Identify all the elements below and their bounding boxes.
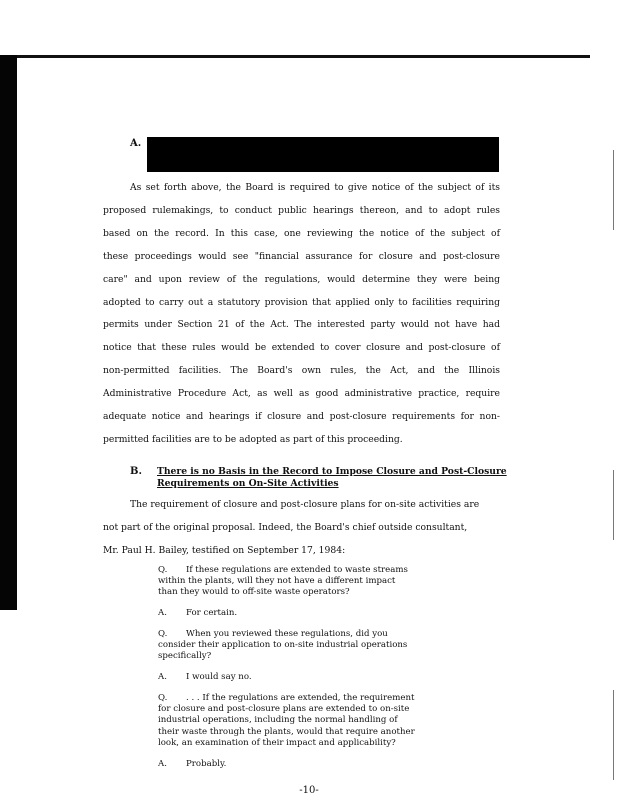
testimony-line: . . . If the regulations are extended, the requirement	[186, 693, 415, 703]
section-b-letter: B.	[130, 466, 142, 477]
scan-edge-bar	[0, 55, 17, 610]
paragraph-line: permitted facilities are to be adopted as part of this proceeding.	[103, 433, 403, 445]
testimony-line: industrial operations, including the normal handling of	[158, 715, 398, 726]
paragraph-line: adopted to carry out a statutory provision that applied only to facilities requiring	[103, 296, 500, 308]
paragraph-line: Mr. Paul H. Bailey, testified on September 17, 1984:	[103, 545, 346, 556]
testimony-line: their waste through the plants, would that require another	[158, 726, 415, 737]
testimony-label: A.	[158, 758, 167, 769]
paragraph-line: proposed rulemakings, to conduct public hearings thereon, and to adopt rules	[103, 204, 500, 216]
testimony-line: within the plants, will they not have a different impact	[158, 576, 396, 587]
section-a-letter: A.	[130, 138, 142, 149]
section-b-heading-line-2: Requirements on On-Site Activities	[157, 478, 339, 489]
paragraph-line: notice that these rules would be extended to cover closure and post-closure of	[103, 342, 500, 354]
testimony-line: for closure and post-closure plans are extended to on-site	[158, 704, 410, 715]
top-rule	[17, 55, 590, 58]
testimony-label: Q.	[158, 565, 168, 575]
scan-margin-mark	[613, 690, 614, 780]
scan-margin-mark	[613, 470, 614, 540]
testimony-label: Q.	[158, 693, 168, 703]
testimony-line: When you reviewed these regulations, did you	[186, 629, 388, 639]
testimony-line: For certain.	[186, 608, 238, 619]
paragraph-line: The requirement of closure and post-closure plans for on-site activities are	[130, 499, 480, 510]
section-b-heading-line-1: There is no Basis in the Record to Impose Closure and Post-Closure	[157, 466, 507, 477]
testimony-line: than they would to off-site waste operators?	[158, 587, 350, 598]
testimony-label: A.	[158, 672, 167, 683]
testimony-label: A.	[158, 608, 167, 619]
testimony-line: consider their application to on-site industrial operations	[158, 640, 408, 651]
paragraph-line: care" and upon review of the regulations, would determine they were being	[103, 273, 500, 285]
page-number: -10-	[299, 785, 319, 796]
paragraph-line: non-permitted facilities. The Board's own rules, the Act, and the Illinois	[103, 365, 500, 377]
scan-margin-mark	[613, 150, 614, 230]
paragraph-line: permits under Section 21 of the Act. The interested party would not have had	[103, 319, 500, 331]
paragraph-line: based on the record. In this case, one reviewing the notice of the subject of	[103, 227, 500, 239]
paragraph-line: these proceedings would see "financial assurance for closure and post-closure	[103, 250, 500, 262]
testimony-line: I would say no.	[186, 672, 252, 683]
paragraph-line: adequate notice and hearings if closure and post-closure requirements for non-	[103, 411, 500, 422]
paragraph-line: Administrative Procedure Act, as well as good administrative practice, require	[103, 388, 500, 400]
testimony-label: Q.	[158, 629, 168, 639]
testimony-line: If these regulations are extended to waste streams	[186, 565, 408, 575]
paragraph-line: As set forth above, the Board is required to give notice of the subject of its	[130, 182, 500, 193]
paragraph-line: not part of the original proposal. Indeed, the Board's chief outside consultant,	[103, 522, 468, 533]
testimony-line: Probably.	[186, 758, 227, 769]
testimony-line: look, an examination of their impact and applicability?	[158, 737, 396, 748]
redacted-heading	[147, 137, 499, 172]
testimony-line: specifically?	[158, 651, 212, 662]
